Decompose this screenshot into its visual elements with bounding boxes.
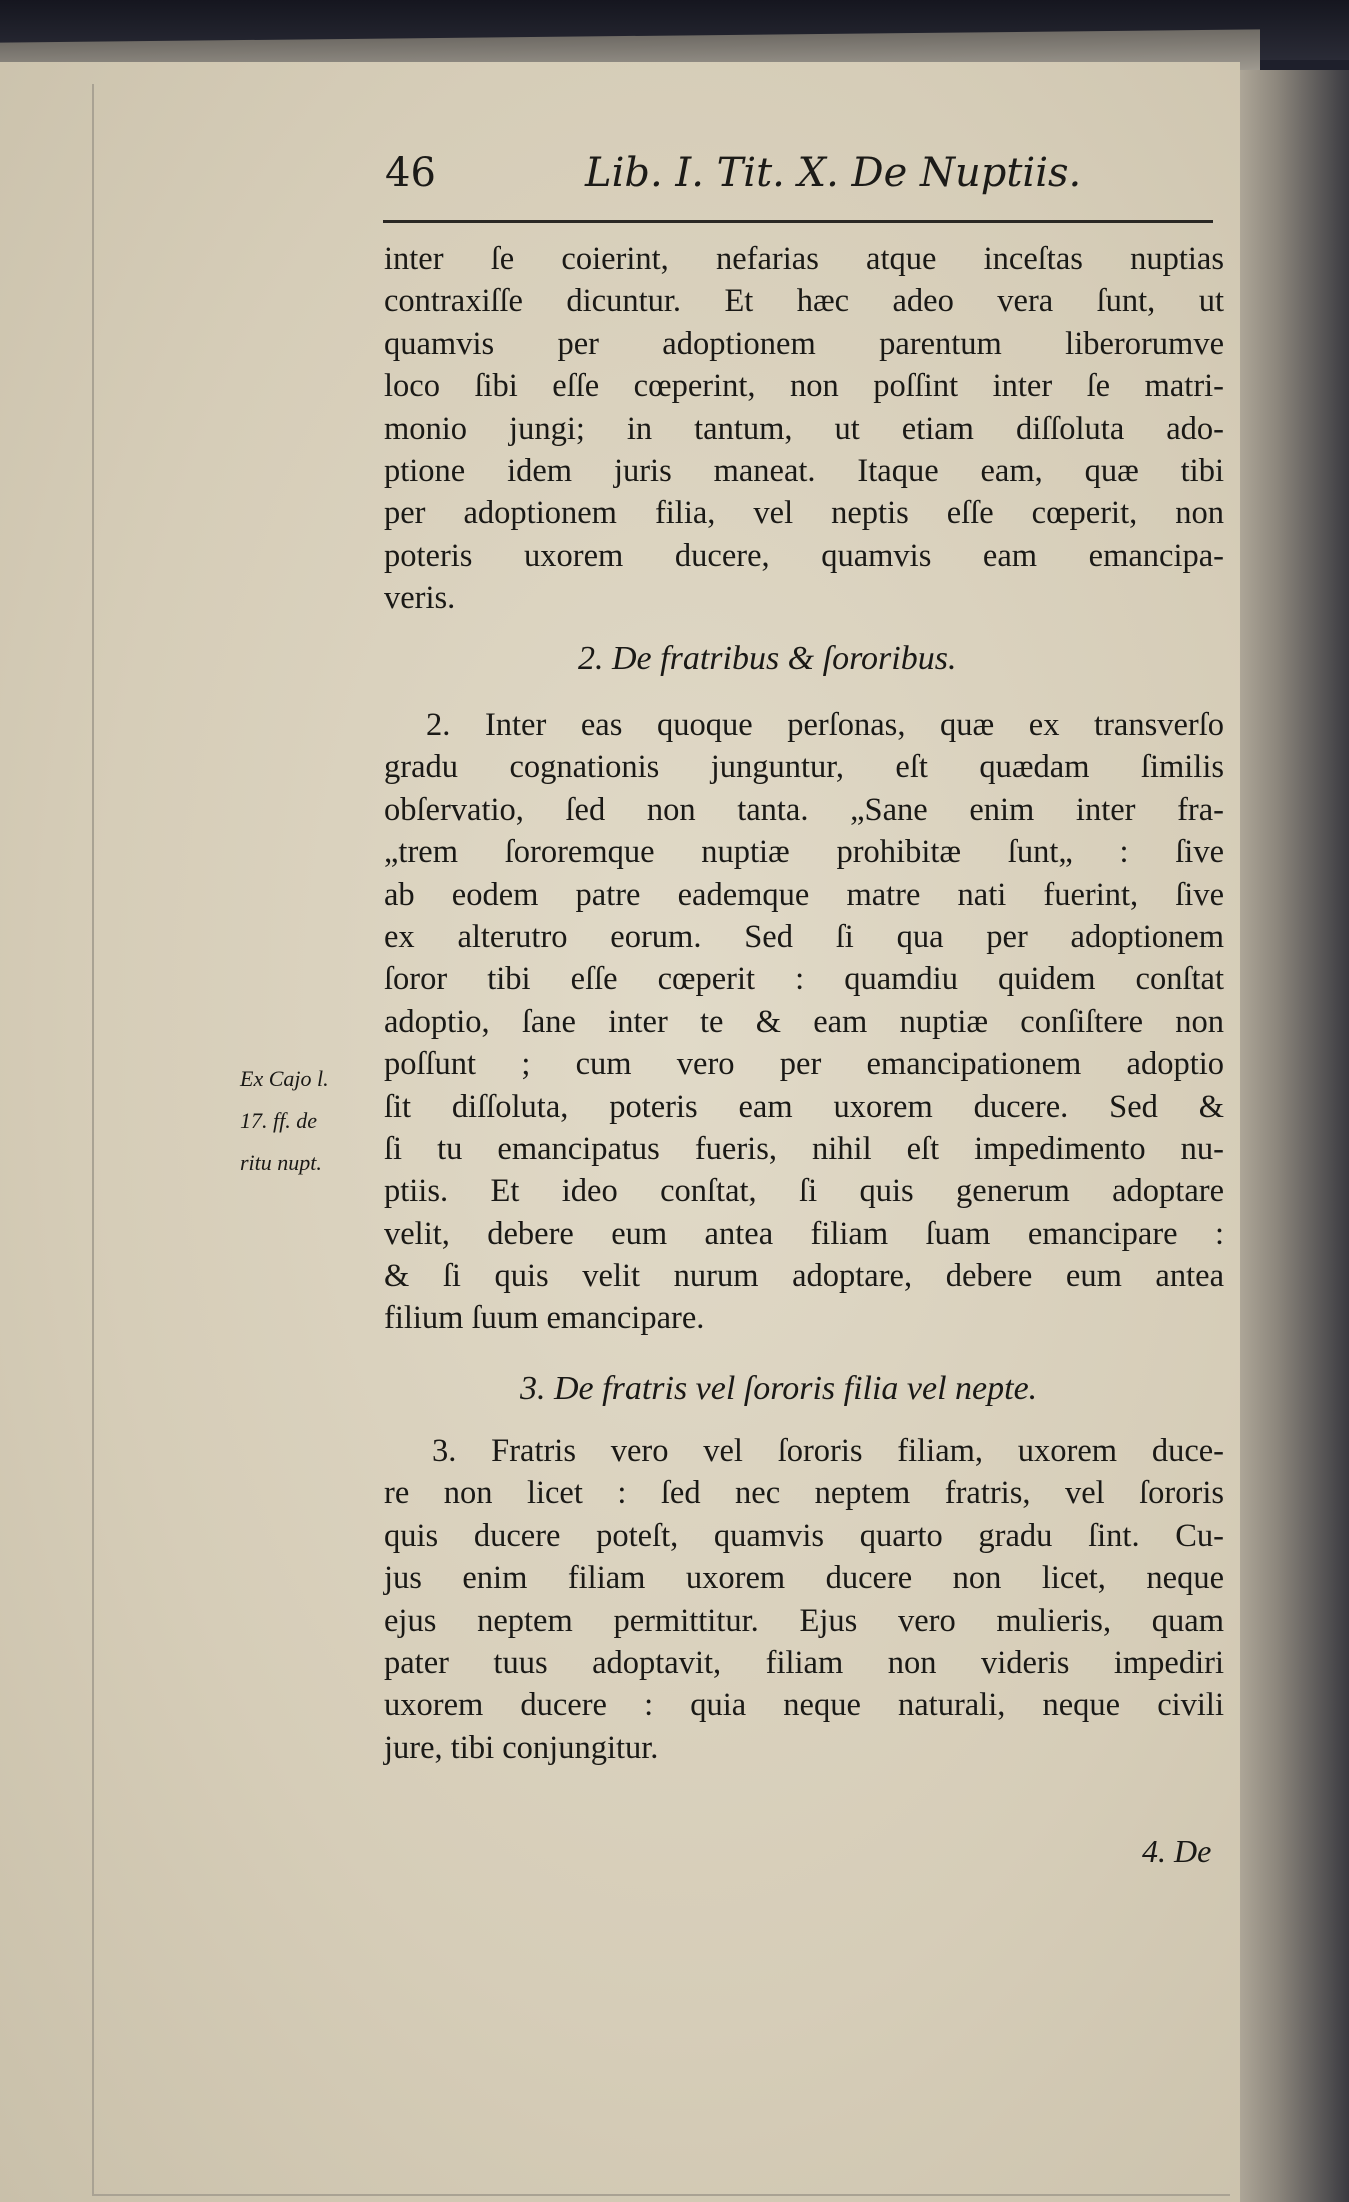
page-number: 46 (385, 150, 436, 196)
text-line: quamvis per adoptionem parentum liberorumve (384, 325, 1224, 362)
margin-note-line: 17. ff. de (240, 1108, 317, 1133)
header-rule (383, 220, 1213, 223)
text-line: & ſi quis velit nurum adoptare, debere eum antea (384, 1258, 1224, 1295)
text-line: loco ſibi eſſe cœperint, non poſſint inter ſe matri- (384, 368, 1224, 405)
margin-note (240, 1058, 329, 1184)
text-line: filium ſuum emancipare. (384, 1300, 705, 1337)
text-line: jure, tibi conjungitur. (384, 1729, 659, 1766)
page-stack-edge (1228, 70, 1349, 2202)
text-line: ejus neptem permittitur. Ejus vero mulieris, quam (384, 1602, 1224, 1639)
text-line: ſi tu emancipatus fueris, nihil eſt impedimento nu- (384, 1130, 1224, 1167)
text-line: poſſunt ; cum vero per emancipationem adoptio (384, 1046, 1224, 1083)
text-line: ptione idem juris maneat. Itaque eam, quæ tibi (384, 452, 1224, 489)
text-line: ſoror tibi eſſe cœperit : quamdiu quidem conſtat (384, 961, 1224, 998)
paragraph-1 (384, 238, 1224, 620)
text-line: per adoptionem filia, vel neptis eſſe cœperit, non (384, 495, 1224, 532)
text-line: contraxiſſe dicuntur. Et hæc adeo vera ſunt, ut (384, 283, 1224, 320)
text-line: poteris uxorem ducere, quamvis eam emancipa- (384, 537, 1224, 574)
text-line: monio jungi; in tantum, ut etiam diſſoluta ado- (384, 410, 1224, 447)
text-line: „trem ſororemque nuptiæ prohibitæ ſunt„ : ſive (384, 834, 1224, 871)
text-line: re non licet : ſed nec neptem fratris, vel ſororis (384, 1475, 1224, 1512)
text-line: quis ducere poteſt, quamvis quarto gradu ſint. Cu- (384, 1517, 1224, 1554)
paragraph-2 (384, 704, 1224, 1340)
margin-note-line: ritu nupt. (240, 1150, 322, 1175)
text-line: gradu cognationis junguntur, eſt quædam ſimilis (384, 749, 1224, 786)
text-line: ſit diſſoluta, poteris eam uxorem ducere. Sed & (384, 1088, 1224, 1125)
running-header (385, 150, 1205, 210)
text-line: 3. Fratris vero vel ſororis filiam, uxorem duce- (432, 1433, 1224, 1469)
text-line: adoptio, ſane inter te & eam nuptiæ conſiſtere non (384, 1003, 1224, 1040)
section-heading-2: 2. De fratribus & ſororibus. (578, 640, 957, 677)
text-line: ptiis. Et ideo conſtat, ſi quis generum adoptare (384, 1173, 1224, 1210)
text-line: jus enim filiam uxorem ducere non licet, neque (384, 1560, 1224, 1597)
margin-note-line: Ex Cajo l. (240, 1066, 329, 1091)
catchword: 4. De (1142, 1833, 1212, 1869)
text-line: velit, debere eum antea filiam ſuam emancipare : (384, 1215, 1224, 1252)
text-line: inter ſe coierint, nefarias atque inceſtas nuptias (384, 241, 1224, 277)
text-line: veris. (384, 580, 456, 617)
running-title: Lib. I. Tit. X. De Nuptiis. (585, 150, 1082, 196)
section-heading-3: 3. De fratris vel ſororis filia vel nepte. (520, 1370, 1038, 1407)
text-line: pater tuus adoptavit, filiam non videris impediri (384, 1644, 1224, 1681)
text-line: uxorem ducere : quia neque naturali, neque civili (384, 1687, 1224, 1724)
paragraph-3 (384, 1430, 1224, 1769)
text-line: ab eodem patre eademque matre nati fuerint, ſive (384, 876, 1224, 913)
text-line: ex alterutro eorum. Sed ſi qua per adoptionem (384, 918, 1224, 955)
text-line: obſervatio, ſed non tanta. „Sane enim inter fra- (384, 791, 1224, 828)
text-line: 2. Inter eas quoque perſonas, quæ ex transverſo (426, 707, 1224, 743)
